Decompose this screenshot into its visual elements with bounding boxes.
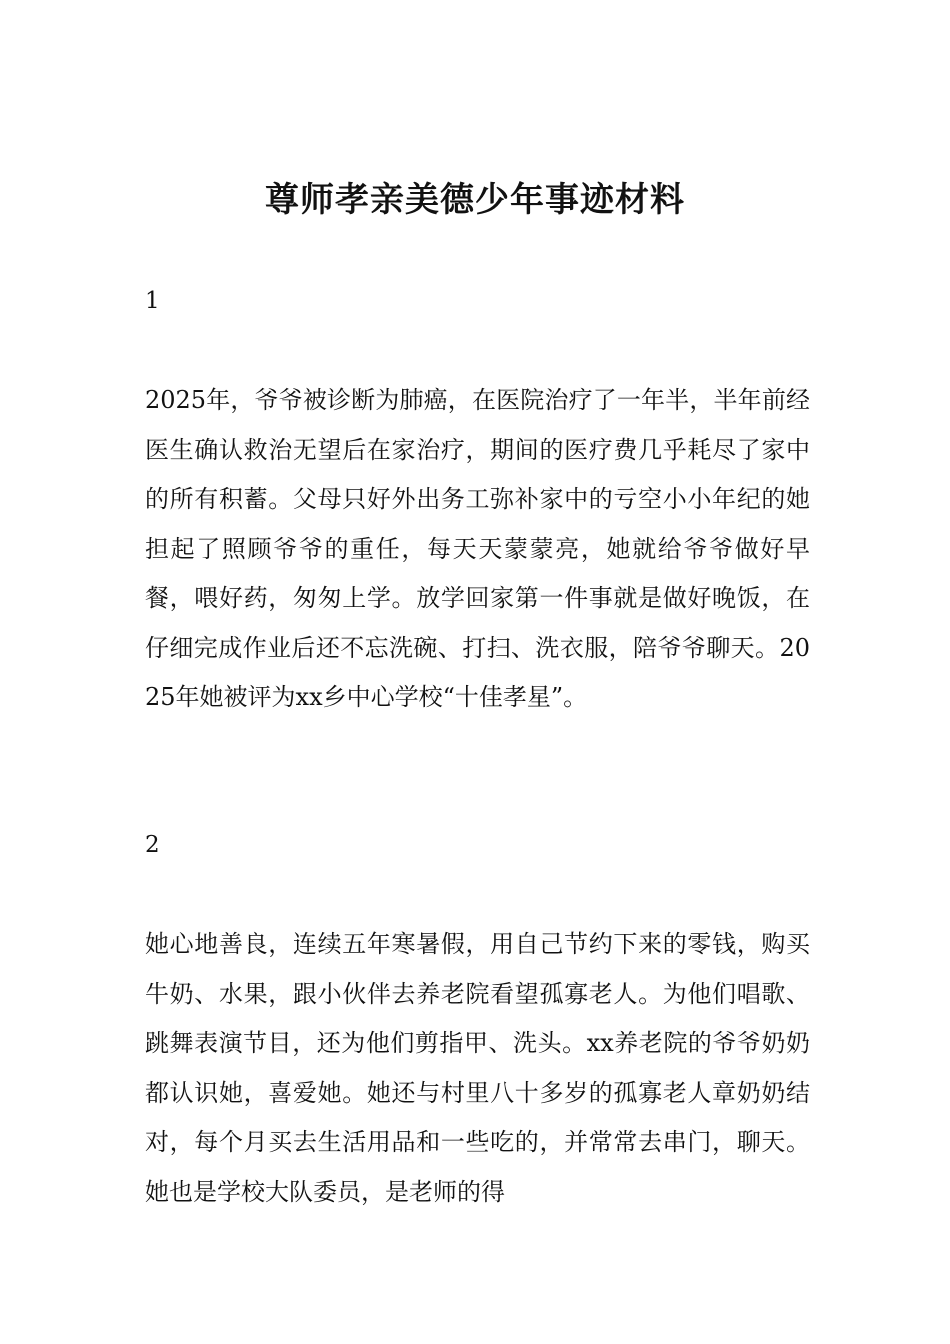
section-number-2: 2	[145, 832, 160, 858]
document-title: 尊师孝亲美德少年事迹材料	[265, 180, 685, 220]
section-number-1: 1	[145, 288, 160, 314]
section-paragraph-2: 她心地善良，连续五年寒暑假，用自己节约下来的零钱，购买牛奶、水果，跟小伙伴去养老院看望孤寡老人。为他们唱歌、跳舞表演节目，还为他们剪指甲、洗头。xx养老院的爷爷奶奶都认识她，喜爱她。她还与村里八十多岁的孤寡老人章奶奶结对，每个月买去生活用品和一些吃的，并常常去串门，聊天。她也是学校大队委员，是老师的得	[145, 930, 810, 1206]
section-paragraph-1: 2025年，爷爷被诊断为肺癌，在医院治疗了一年半，半年前经医生确认救治无望后在家治疗，期间的医疗费几乎耗尽了家中的所有积蓄。父母只好外出务工弥补家中的亏空小小年纪的她担起了照顾爷爷的重任，每天天蒙蒙亮，她就给爷爷做好早餐，喂好药，匆匆上学。放学回家第一件事就是做好晚饭，在仔细完成作业后还不忘洗碗、打扫、洗衣服，陪爷爷聊天。2025年她被评为xx乡中心学校“十佳孝星”。	[145, 386, 810, 711]
